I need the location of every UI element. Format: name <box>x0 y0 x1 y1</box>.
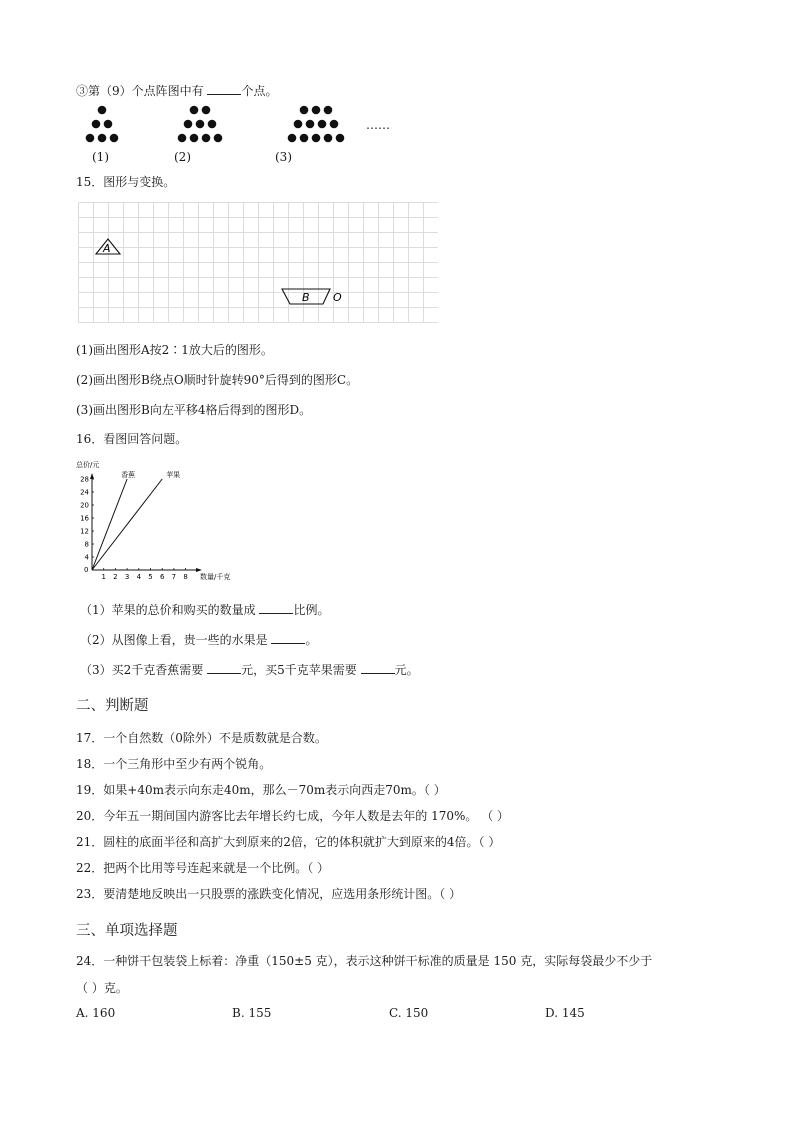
x-tick-label: 4 <box>136 573 142 581</box>
q15-item-3: (3)画出图形B向左平移4格后得到的图形D。 <box>76 403 312 417</box>
x-tick-label: 3 <box>124 573 130 581</box>
shape-b-label: B <box>302 291 310 304</box>
q18: 18．一个三角形中至少有两个锐角。 <box>76 757 272 771</box>
q16-item-3-prefix: （3）买2千克香蕉需要 <box>80 663 204 677</box>
q20: 20．今年五一期间国内游客比去年增长约七成，今年人数是去年的 170%。 （ ） <box>76 809 510 823</box>
pattern-3-dot <box>300 106 309 115</box>
q16-title: 16．看图回答问题。 <box>76 432 188 446</box>
y-tick-label: 4 <box>84 553 89 562</box>
pattern-2-dot <box>202 134 211 143</box>
q16-item-2 <box>80 631 317 648</box>
x-tick-label: 5 <box>148 573 153 581</box>
transformation-grid <box>78 202 438 324</box>
pattern-label-2: (2) <box>174 150 191 164</box>
y-tick-label: 28 <box>80 475 89 484</box>
pattern-1-dot <box>104 120 113 129</box>
q23: 23．要清楚地反映出一只股票的涨跌变化情况，应选用条形统计图。（ ） <box>76 887 462 901</box>
y-tick-label: 24 <box>80 488 89 497</box>
pattern-2-dot <box>214 134 223 143</box>
pattern-2-dot <box>208 120 217 129</box>
q15-title: 15．图形与变换。 <box>76 175 176 189</box>
q21: 21．圆柱的底面半径和高扩大到原来的2倍，它的体积就扩大到原来的4倍。（ ） <box>76 835 501 849</box>
pattern-2-dot <box>202 106 211 115</box>
q16-item-1 <box>80 601 329 618</box>
pattern-label-3: (3) <box>275 150 292 164</box>
pattern-3-dot <box>330 120 339 129</box>
option-b[interactable]: B. 155 <box>232 1006 272 1020</box>
pattern-3-dot <box>318 120 327 129</box>
x-tick-label: 7 <box>171 573 177 581</box>
dot-pattern-figures <box>70 100 410 148</box>
y-tick-label: 16 <box>80 514 89 523</box>
q16-item-1-prefix: （1）苹果的总价和购买的数量成 <box>80 603 256 617</box>
q16-item-3-suffix: 元。 <box>394 663 419 677</box>
pattern-3-dot <box>300 134 309 143</box>
chart-xlabel: 数量/千克 <box>200 573 231 581</box>
q16-blank-3a[interactable] <box>207 662 241 674</box>
y-axis-arrow <box>90 473 94 479</box>
y-tick-label: 20 <box>80 501 89 510</box>
q15-item-1: (1)画出图形A按2∶1放大后的图形。 <box>76 343 273 357</box>
y-tick-label: 12 <box>80 527 89 536</box>
q24-line-2: （ ）克。 <box>76 981 128 995</box>
x-tick-label: 6 <box>159 573 165 581</box>
x-axis-arrow <box>196 568 202 572</box>
q16-blank-3b[interactable] <box>361 662 395 674</box>
pattern-3-dot <box>312 134 321 143</box>
q17: 17．一个自然数（0除外）不是质数就是合数。 <box>76 731 327 745</box>
pattern-3-dot <box>336 134 345 143</box>
x-tick-label: 1 <box>101 573 106 581</box>
pattern-1-dot <box>86 134 95 143</box>
pattern-2-dot <box>190 106 199 115</box>
q22: 22．把两个比用等号连起来就是一个比例。（ ） <box>76 861 330 875</box>
q16-item-3-mid: 元，买5千克苹果需要 <box>241 663 357 677</box>
shape-a-label: A <box>103 242 111 255</box>
series-line-apple <box>92 479 162 570</box>
series-label-apple: 苹果 <box>166 471 181 479</box>
pattern-1-dot <box>110 134 119 143</box>
q16-item-2-suffix: 。 <box>305 633 318 647</box>
pattern-3-dot <box>312 106 321 115</box>
pattern-2-dot <box>184 120 193 129</box>
q14-line <box>76 82 277 99</box>
point-o-label: O <box>333 291 342 304</box>
pattern-3-dot <box>294 120 303 129</box>
option-d[interactable]: D. 145 <box>545 1006 585 1020</box>
q14-suffix: 个点。 <box>241 84 278 98</box>
pattern-2-dot <box>178 134 187 143</box>
origin-label: 0 <box>84 566 89 574</box>
x-tick-label: 8 <box>183 573 188 581</box>
q24-line-1: 24．一种饼干包装袋上标着：净重（150±5 克），表示这种饼干标准的质量是 150 克，实际每袋最少不少于 <box>76 954 653 968</box>
series-label-banana: 香蕉 <box>121 471 136 479</box>
q16-item-3 <box>80 661 419 678</box>
q16-blank-1[interactable] <box>259 602 293 614</box>
pattern-3-dot <box>324 134 333 143</box>
section3-heading: 三、单项选择题 <box>76 923 178 939</box>
x-tick-label: 2 <box>113 573 118 581</box>
pattern-ellipsis: …… <box>366 118 390 132</box>
option-a[interactable]: A. 160 <box>76 1006 116 1020</box>
q16-item-1-suffix: 比例。 <box>293 603 330 617</box>
section2-heading: 二、判断题 <box>76 698 149 714</box>
pattern-3-dot <box>324 106 333 115</box>
pattern-3-dot <box>306 120 315 129</box>
y-tick-label: 8 <box>84 540 89 549</box>
q14-prefix: ③第（9）个点阵图中有 <box>76 84 204 98</box>
q16-blank-2[interactable] <box>271 632 305 644</box>
q14-answer-blank[interactable] <box>207 83 241 95</box>
chart-ylabel: 总价/元 <box>76 461 100 469</box>
pattern-2-dot <box>190 134 199 143</box>
pattern-3-dot <box>288 134 297 143</box>
pattern-2-dot <box>196 120 205 129</box>
option-c[interactable]: C. 150 <box>389 1006 429 1020</box>
pattern-1-dot <box>92 120 101 129</box>
price-quantity-chart <box>72 455 247 585</box>
q15-item-2: (2)画出图形B绕点O顺时针旋转90°后得到的图形C。 <box>76 373 359 387</box>
pattern-1-dot <box>98 134 107 143</box>
pattern-label-1: (1) <box>92 150 109 164</box>
series-line-banana <box>92 479 127 570</box>
pattern-1-dot <box>98 106 107 115</box>
q16-item-2-prefix: （2）从图像上看，贵一些的水果是 <box>80 633 268 647</box>
q19: 19．如果+40m表示向东走40m，那么－70m表示向西走70m。（ ） <box>76 783 446 797</box>
